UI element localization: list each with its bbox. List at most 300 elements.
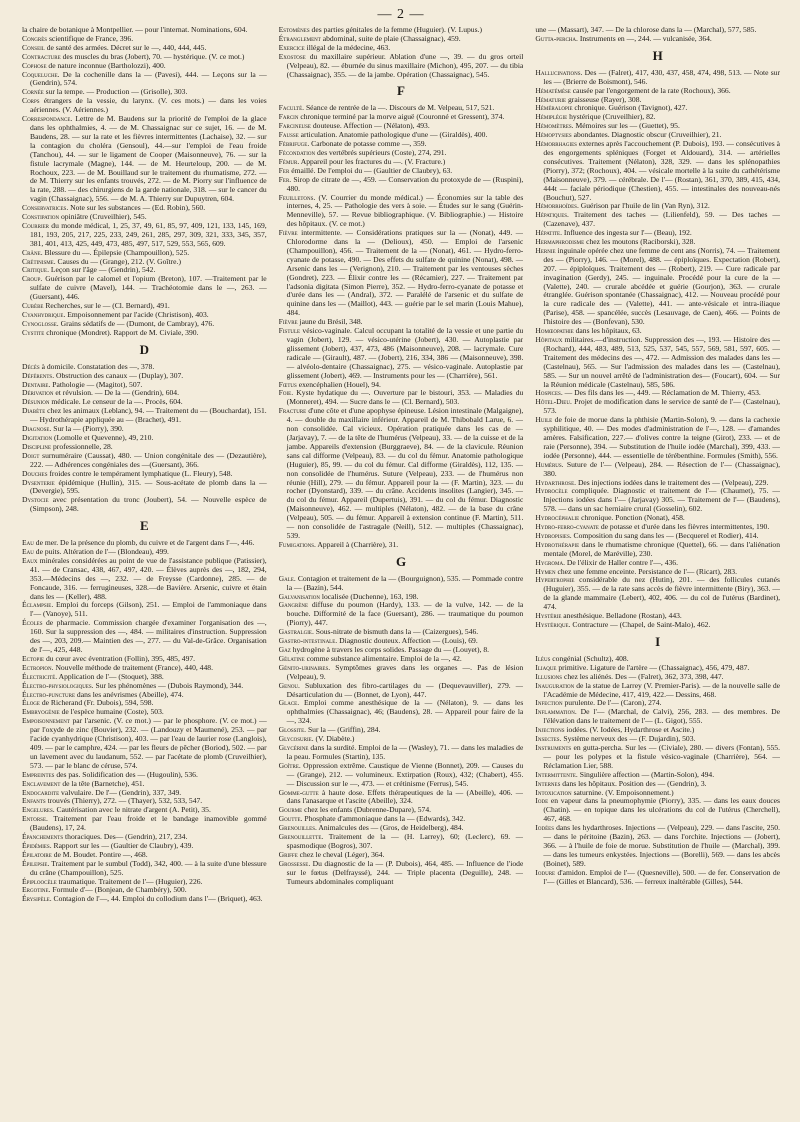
entry-headword: Iléus <box>535 653 551 663</box>
index-entry: Génito-urinaires. Symptômes graves dans les organes —. Pas de lésion (Velpeau), 9. <box>278 662 524 681</box>
entry-headword: Gale <box>278 573 294 583</box>
index-entry: Inflammation. De l'— (Marchal, de Calvi), 256, 283. — des membres. De l'élévation dans le traitement de l'— (L. Gigot), 555. <box>535 707 781 726</box>
section-letter: D <box>139 341 150 357</box>
index-entry: Fistule vésico-vaginale. Calcul occupant la totalité de la vessie et une partie du vagin (Jobert), 129. — vésico-utérine (Jobert), 430. — Autoplastie par glissement (Jobert), 437, 473, 486 (Maisonneuve), 208. — lacrymale. Cure radicale — (Girault), 487. — (Jobert), 216, 334, 386 — (Maisonneuve), 398. — alvéolo-dentaire (Chassaignac), 275. — vésico-vaginale. Autoplastie par glissement (Jobert), 469. — Instruments pour les — (Charrière), 561. <box>278 326 524 380</box>
entry-headword: Hémorrhagies <box>535 139 577 149</box>
index-entry: Internes dans les hôpitaux. Position des — (Gendrin), 3. <box>535 778 707 788</box>
index-entry: Exercice illégal de la médecine, 463. <box>278 42 391 52</box>
index-entry: Érysipèle. Contagion de l'—, 44. Emploi du collodium dans l'— (Briquet), 463. <box>22 894 263 904</box>
entry-headword: Griffe <box>278 849 298 859</box>
entry-headword: Grenouilles <box>278 823 315 833</box>
index-entry: Eau de puits. Altération de l'— (Blondeau), 499. <box>22 547 169 557</box>
index-entry: Hydro-ferro-cyanate de potasse et d'urée dans les fièvres intermittentes, 190. <box>535 522 770 532</box>
index-entry: Enfants trouvés (Thierry), 272. — (Thayer), 532, 533, 547. <box>22 796 203 806</box>
entry-headword: Épidémies <box>22 840 50 850</box>
index-entry: Goutte. Phosphate d'ammoniaque dans la — (Edwards), 342. <box>278 814 466 824</box>
entry-headword: Épanchements <box>22 832 64 842</box>
entry-headword: Hôpitaux <box>535 335 563 344</box>
index-entry: Hydropisies. Composition du sang dans les — (Becquerel et Rodier), 414. <box>535 530 759 540</box>
entry-headword: Iodure <box>535 867 556 877</box>
entry-headword: Correspondance <box>22 114 71 124</box>
entry-headword: Génito-urinaires <box>278 662 329 672</box>
index-entry: Crétinisme. Causes du — (Grange), 212. (V. Goître.) <box>22 256 181 266</box>
index-entry: Épanchements thoraciques. Des— (Gendrin), 217, 234. <box>22 832 188 842</box>
index-entry: Hospices. — Des fils dans les —, 449. — Réclamation de M. Thierry, 453. <box>535 388 761 398</box>
entry-headword: Cynoglosse <box>22 318 57 328</box>
index-entry: Fébrifuge. Carbonate de potasse comme —, 359. <box>278 139 427 149</box>
index-entry: Goître. Oppression extrême. Caustique de Vienne (Bonnet), 209. — Causes du — (Grange), 212. — volumineux. Extirpation (Roux), 432; (Chabert), 455. — Discussion sur le —, 473. — et crétinisme (Ferrus), 545. <box>278 760 524 788</box>
index-entry: Éclampsie. Emploi du forceps (Gilson), 251. — Emploi de l'ammoniaque dans l'— (Vanoye), 511. <box>22 600 267 619</box>
index-entry: Cyanhydrique. Empoisonnement par l'acide (Christison), 403. <box>22 310 209 319</box>
entry-headword: Eau <box>22 547 34 557</box>
index-entry: Déférents. Obstruction des canaux — (Duplay), 307. <box>22 370 184 380</box>
entry-headword: Eau <box>22 538 34 548</box>
entry-headword: Digitation <box>22 432 53 442</box>
entry-headword: Gastro-intestinale <box>278 636 336 646</box>
entry-headword: Étranglement <box>278 33 321 43</box>
entry-headword: Fistule <box>278 326 301 336</box>
entry-headword: Farcineuse <box>278 121 311 131</box>
entry-headword: Glace <box>278 698 298 708</box>
index-entry: Fracture d'une côte et d'une apophyse épineuse. Lésion intestinale (Malgaigne), 4. — double du maxillaire inférieur. Appareil de M. Thibobald Larue, 6. — non consolidée. Cal vicieux. Opération pratiquée dans les cas de — (Jarjavay), 7. — de la tête de l'humérus (Velpeau), 33. — de la cuisse et de la jambe. Appareils d'extension (Burggraeve), 84. — de la clavicule. Réunion sans cal difforme (Velpeau), 83. — du col du fémur. Anatomie pathologique (Huguier), 85, 99. — du col du fémur. Cal difforme (Giraldès), 112, 135. — non consolidée de l'humérus. Suture (Velpeau), 233. — de l'humérus non réunie (Hill), 279. — du fémur. Appareil pour la — (F. Martin), 323. — du rocher (Dyonstard), 339. — du crâne. Accidents insolites (Langier), 345. — du col du fémur. Appareil (Dupertuis), 391. — du col du fémur. Diagnostic (Maisonneuve), 462. — multiples (Nélaton), 482. — de la base du crâne (Velpeau), 505. — du fémur. Appareil à extension continue (F. Martin), 511. — non consolidée de l'astragale (Neill), 512. — multiples (Chassaignac), 539. <box>278 406 524 540</box>
index-entry: Hydrothérapie dans le rhumatisme chronique (Quettel), 66. — dans l'aliénation mentale (Morel, de Maréville), 230. <box>535 539 781 558</box>
entry-headword: Instruments <box>535 742 572 752</box>
index-entry: Glycérine dans la surdité. Emploi de la — (Wasley), 71. — dans les maladies de la peau. Formules (Startin), 135. <box>278 742 524 761</box>
index-entry: Grenouillette. Traitement de la — (H. Larrey), 60; (Leclerc), 69. — spasmodique (Bogros), 307. <box>278 832 524 850</box>
entry-headword: Gutta-percha <box>535 33 577 43</box>
entry-headword: Gaz <box>278 645 291 654</box>
index-entry: Diabète chez les animaux (Leblanc), 94. — Traitement du — (Bouchardat), 151. — Hydrothérapie appliquée au — (Brachet), 491. <box>22 406 267 425</box>
index-entry: Feuilletons. (V. Courrier du monde médical.) — Économies sur la table des internes, 4, 25. — Pathologie des vers à soie. — Études sur le sang (Guérin-Menneville), 57. — Revue bibliographique. (V. Bibliographie.) — Histoire des hôpitaux. (V. ce mot.) <box>278 192 524 229</box>
entry-headword: Empoisonnement <box>22 716 70 726</box>
index-entry: Hermaphrodisme chez les moutons (Raciborski), 328. <box>535 237 696 247</box>
entry-headword: Courrier <box>22 220 50 230</box>
entry-headword: Hallucinations <box>535 67 581 77</box>
entry-headword: Gangrène <box>278 600 309 610</box>
index-entry: Gourme chez les enfants (Dubrenne-Dupare), 574. <box>278 805 432 815</box>
index-entry: Genou. Subluxation des fibro-cartilages du — (Dequevauviller), 279. — Désarticulation du — (Bonnet, de Lyon), 447. <box>278 680 524 699</box>
index-entry: Cornée sur la tempe. — Production — (Grisolle), 303. <box>22 87 188 97</box>
entry-headword: Dysenterie <box>22 477 55 487</box>
index-entry: Hydrocèle compliquée. Diagnostic et traitement de l'— (Chaumet), 75. — Injections iodées dans l'— (Jarjavay) 305. — Traitement de l'— (Baudens), 578. — dans un sac herniaire crural (Gosselin), 602. <box>535 486 781 514</box>
entry-headword: Désunion <box>22 397 50 407</box>
entry-headword: Engelures <box>22 805 53 815</box>
index-entry: Hôpitaux militaires.—d'instruction. Suppression des —, 193. — Histoire des — (Rochard), 444, 483, 489, 513, 525, 537, 545, 557, 569, 581, 597, 605. — Traitement des médecins des —, 472. — Admission des malades dans les — (Castelnau), 565. — Sur l'admission des malades dans les — (Castelnau), 585. — Sur un nouvel arrêté de l'administration des— (Foucart), 604. — Sur la Réunion médicale (Castelnau), 585, 586. <box>535 335 781 389</box>
entry-headword: Internes <box>535 778 561 788</box>
index-entry: Embryogénie de l'espèce humaine (Coste), 503. <box>22 707 164 717</box>
index-entry: Hydarthrose. Des injections iodées dans le traitement des — (Velpeau), 229. <box>535 477 769 487</box>
index-entry: Épilepsie. Traitement par le sumbul (Todd), 342, 400. — à la suite d'une blessure du crâne (Champouillon), 525. <box>22 858 267 877</box>
index-entry: Étranglement abdominal, suite de plaie (Chassaignac), 459. <box>278 33 461 43</box>
entry-headword: Hémoptysies <box>535 130 572 140</box>
index-entry: Fumigations. Appareil à (Charrière), 31. <box>278 539 399 549</box>
entry-headword: Homœopathie <box>535 326 574 336</box>
index-entry: Conseil de santé des armées. Décret sur le —, 440, 444, 445. <box>22 42 207 52</box>
entry-headword: Inauguration <box>535 680 575 690</box>
index-entry: Gélatine comme substance alimentaire. Emploi de la —, 42. <box>278 653 462 663</box>
entry-headword: Crâne <box>22 247 41 257</box>
index-column-2 <box>279 26 524 1118</box>
entry-headword: Diagnose <box>22 424 50 434</box>
entry-headword: Hydropisies <box>535 530 570 540</box>
entry-headword: Iode <box>535 796 549 806</box>
entry-headword: Galvanisation <box>278 591 320 601</box>
index-entry: Gutta-percha. Instruments en —, 244. — vulcanisée, 364. <box>535 33 712 43</box>
entry-headword: Épiploocèle <box>22 876 57 886</box>
entry-headword: Exostose <box>278 51 306 61</box>
entry-headword: Ergotine <box>22 885 49 895</box>
entry-headword: Conservatrices <box>22 203 67 213</box>
index-entry: Hématurie graisseuse (Rayer), 308. <box>535 94 642 104</box>
entry-headword: Éloge <box>22 698 40 708</box>
index-entry: Coqueluche. De la cochenille dans la — (Pavesi), 444. — Leçons sur la — (Gendrin), 574. <box>22 69 267 88</box>
entry-headword: Épilatoire <box>22 849 52 859</box>
entry-headword: Fracture <box>278 406 307 416</box>
index-entry: Humérus. Suture de l'— (Velpeau), 284. — Résection de l'— (Chassaignac), 380. <box>535 459 781 478</box>
index-entry: Injections iodées. (V. Iodées, Hydarthrose et Ascite.) <box>535 725 695 735</box>
index-entry: Gangrène diffuse du poumon (Hardy), 133. — de la vulve, 142. — de la bouche. Difformité de la face (Guersant), 286. — traumatique du poumon (Piorry), 447. <box>278 600 524 628</box>
index-entry: Farcineuse douteuse. Affection — (Nélaton), 493. <box>278 121 430 131</box>
index-entry: Empreintes des pas. Solidification des — (Hugoulin), 536. <box>22 769 198 779</box>
index-entry: Homœopathie dans les hôpitaux, 63. <box>535 326 642 336</box>
entry-headword: Feuilletons <box>278 192 314 202</box>
entry-headword: Doigt <box>22 450 40 460</box>
entry-headword: Humérus <box>535 459 562 469</box>
entry-headword: Eaux <box>22 555 38 565</box>
entry-headword: Congrès <box>22 33 48 43</box>
index-entry: Hôtel-Dieu. Projet de modification dans le service de santé de l'— (Castelnau), 573. <box>535 397 781 416</box>
index-entry: Dérivation et révulsion. — De la — (Gendrin), 604. <box>22 388 179 398</box>
index-entry: Insectes. Système nerveux des — (F. Dujardin), 503. <box>535 734 696 744</box>
entry-headword: Écoles <box>22 618 43 628</box>
index-column-1 <box>22 26 267 1118</box>
index-entry: Écoles de pharmacie. Commission chargée d'examiner l'organisation des —, 160. Sur la suppression des —, 484. — militaires d'instruction. Suppression des —, 203, 209.— Maintien des —, 277. — du Val-de-Grâce. Organisation de l'—, 425, 448. <box>22 618 267 654</box>
index-entry: Hémiplégie hystérique (Cruveilhier), 82. <box>535 112 656 122</box>
entry-headword: Gastralgie <box>278 627 312 637</box>
index-entry: Conservatrices. Note sur les substances — (Ed. Robin), 560. <box>22 203 206 213</box>
index-entry: Iodées dans les hydarthroses. Injections — (Velpeau), 229. — dans l'ascite, 250. — dans le péritoine (Bazin), 263. — dans l'orchite. Injections — (Jobert), 366. — à l'huile de foie de morue. Substitution de l'huile — (Marchal), 399. — dans les tumeurs enkystées. Injections — (Borelli), 569. — dans les abcès (Boinet), 589. <box>535 823 781 868</box>
entry-headword: Dystocie <box>22 495 49 505</box>
index-entry: Hémorrhagies externes après l'accouchement (P. Dubois), 193. — consécutives à des engorgements spléniques (Forget et Aldouard), 314. — artérielles consécutives. Traitement (Nélaton), 328, 329. — dans les splénopathies (Piorry), 372; (Rochoux), 404. — vésicale mortelle à la suite du cathétérisme (Maisonneuve), 379. — cérébrale. De l'— (Rostan), 361, 370, 389, 415, 434, 444t — faciale périodique (Chestien), 455. — intestinales des nouveau-nés (Bouchut), 527. <box>535 139 781 202</box>
index-entry: Croup. Guérison par le calomel et l'opium (Breton), 107. —Traitement par le sulfate de cuivre (Mavel), 144. — Trachéotomie dans le —, 263. — (Guersant), 446. <box>22 274 267 302</box>
index-entry: Ectopie du cœur avec éventration (Follin), 395, 485, 497. <box>22 653 196 663</box>
index-entry: Enclavement de la tête (Barnetche), 451. <box>22 778 145 788</box>
index-entry: Foie. Kyste hydatique du —. Ouverture par le bistouri, 353. — Maladies du (Monneret), 494. — Sucre dans le — (Cl. Bernard), 503. <box>278 388 524 407</box>
index-entry: Épidémies. Rapport sur les — (Gaultier de Claubry), 439. <box>22 840 194 850</box>
index-entry: Crâne. Blessure du —. Épilepsie (Champouillon), 525. <box>22 247 190 257</box>
index-entry: Diagnose. Sur la — (Piorry), 390. <box>22 424 124 434</box>
index-entry: Intoxication saturnine. (V. Empoisonnement.) <box>535 787 674 797</box>
index-entry: Grenouilles. Animalcules des — (Gros, de Heidelberg), 484. <box>278 823 464 833</box>
entry-headword: Électro-puncture <box>22 689 76 699</box>
entry-headword: Entorse <box>22 814 46 824</box>
index-entry: Eaux minérales considérées au point de vue de l'assistance publique (Patissier), 41. — de Cransac, 438, 467, 497, 420. — Élèves auprès des —, 182, 294, 353.—Médecins des —, 232. — de Freysse (Cardonne), 285. — de Foncaude, 316. — ferrugineuses, 328.—de Bavière. Arsenic, cuivre et étain dans les — (Keller), 488. <box>22 555 267 601</box>
index-entry: Corps étrangers de la vessie, du larynx. (V. ces mots.) — dans les voies aériennes. (V. Aériennes.) <box>22 96 267 115</box>
index-entry: Huile de foie de morue dans la phthisie (Martin-Solon), 9. — dans la cachexie syphilitique, 40. — Des modes d'administration de l'—, 128. — d'amandes amères. Falsification, 227.— d'olives contre la teigne (Girot), 233. — et de raie (Personne), 394. — Substitution de l'huile iodée (Marchal), 399, 433. — iodée (Personne), 444. — essentielle de térébenthine. Formules (Smith), 556. <box>535 415 781 460</box>
entry-headword: Fièvre <box>278 317 298 327</box>
entry-headword: Érysipèle <box>22 894 50 904</box>
index-columns <box>22 26 780 1118</box>
entry-headword: Goutte <box>278 814 301 824</box>
index-entry: Épiploocèle traumatique. Traitement de l'— (Huguier), 226. <box>22 876 203 886</box>
index-entry: Glossite. Sur la — (Griffin), 284. <box>278 725 381 735</box>
index-entry: Iodure d'amidon. Emploi de l'— (Quesneville), 500. — de fer. Conservation de l'— (Gilles et Blancard), 536. — ferreux inaltérable (Gilles), 544. <box>535 867 781 886</box>
index-entry: Endocardite valvulaire. De l'— (Gendrin), 337, 349. <box>22 787 182 797</box>
index-entry: Fécondation des vertébrés supérieurs (Coste), 274, 291. <box>278 147 447 157</box>
entry-headword: Hermaphrodisme <box>535 237 585 247</box>
index-entry: Hygroma. De l'élixir de Haller contre l'—, 436. <box>535 557 678 567</box>
entry-headword: Estomènes <box>278 26 310 34</box>
entry-headword: Coqueluche <box>22 69 58 79</box>
index-entry: Digitation (Lomolle et Quevenne), 49, 210. <box>22 432 154 442</box>
entry-headword: Douches <box>22 468 48 478</box>
entry-headword: Iodées <box>535 823 554 833</box>
entry-headword: Discipline <box>22 441 52 451</box>
index-entry: Hématémèse causée par l'engorgement de la rate (Rochoux), 366. <box>535 85 731 95</box>
index-entry: Gastro-intestinale. Diagnostic douteux. Affection — (Louis), 69. <box>278 636 478 646</box>
index-entry: Décès à domicile. Constatation des —, 378. <box>22 361 155 371</box>
entry-headword: Gourme <box>278 805 303 815</box>
entry-headword: Endocardite <box>22 787 60 797</box>
index-entry: la chaire de botanique à Montpellier. — pour l'internat. Nominations, 604. <box>22 26 248 34</box>
section-letter: I <box>655 633 661 649</box>
entry-headword: Fécondation <box>278 147 316 157</box>
index-entry: Grossesse. Du diagnostic de la — (P. Dubois), 464, 485. — Influence de l'iode sur le fœtus (Delfrayssé), 244. — Triple placenta (Deguille), 248. — Tumeurs abdominales compliquant <box>278 858 524 886</box>
entry-headword: Dentaire <box>22 379 49 389</box>
entry-headword: Hépatiques <box>535 210 568 220</box>
index-entry: Gaz hydrogène à travers les corps solides. Passage du — (Louyet), 8. <box>278 645 490 654</box>
index-entry: Illusions chez les aliénés. Des — (Falret), 362, 373, 398, 447. <box>535 671 724 681</box>
entry-headword: Hygroma <box>535 557 564 567</box>
index-entry: Électricité. Application de l'— (Stoquet), 388. <box>22 671 164 681</box>
index-entry: Hypertrophie considérable du nez (Hutin), 201. — des follicules cutanés (Huguier), 355. — de la rate sans accès de fièvre intermittente (Biry), 363. — de la glande mammaire (Lebert), 402, 406. — du col de l'utérus (Bardinet), 474. <box>535 575 781 612</box>
index-entry: Hémomètres. Mémoires sur les — (Guettet), 95. <box>535 121 680 131</box>
entry-headword: Hémorrhoïdes <box>535 201 577 211</box>
entry-headword: Empreintes <box>22 769 55 779</box>
index-entry: Éloge de Richerand (Fr. Dubois), 594, 598. <box>22 698 154 708</box>
entry-headword: Hémomètres <box>535 121 572 131</box>
index-entry: Iléus congénial (Schultz), 408. <box>535 653 629 663</box>
index-entry: Fémur. Appareil pour les fractures du —. (V. Fracture.) <box>278 156 446 166</box>
entry-headword: Gélatine <box>278 653 305 663</box>
index-entry: Fièvre jaune du Brésil, 348. <box>278 317 363 327</box>
index-entry: Électro-physiologiques. Sur les phénomènes — (Dubois Raymond), 344. <box>22 680 244 690</box>
entry-headword: Dérivation <box>22 388 54 398</box>
entry-headword: Contracture <box>22 51 61 61</box>
index-entry: Hymen chez une femme enceinte. Persistance de l'— (Ricart), 283. <box>535 566 737 576</box>
entry-headword: Cystite <box>22 327 45 337</box>
index-entry: Empoisonnement par l'arsenic. (V. ce mot.) — par le phosphore. (V. ce mot.) — par l'oxyde de zinc (Bouvier), 232. — (Landouzy et Maumené), 253. — par l'acide cyanhydrique (Christison), 403. — par l'eau de laurier rose (Langlois), 409. — par le camphre, 424. — par les fleurs de pêcher (Boriod), 502. — par un lavement avec du laudanum, 552. — par l'acétate de plomb (Cruveilhier), 573. — par le blanc de céruse, 574. <box>22 716 267 770</box>
index-entry: Discipline professionnelle, 28. <box>22 441 113 451</box>
entry-headword: Injections <box>535 725 565 735</box>
entry-headword: Hymen <box>535 566 556 576</box>
entry-headword: Ectropion <box>22 662 52 672</box>
entry-headword: Électricité <box>22 671 56 681</box>
entry-headword: Hématurie <box>535 94 567 104</box>
index-entry: Hystérique. Contracture — (Chapel, de Saint-Malo), 462. <box>535 620 711 629</box>
index-entry: Glace. Emploi comme anesthésique de la — (Nélaton), 9. — dans les ophthalmies (Chassaignac), 46; (Baudens), 28. — Appareil pour faire de la —, 324. <box>278 698 524 726</box>
entry-headword: Déférents <box>22 370 53 380</box>
index-entry: Hépatite. Influence des ingesta sur l'— (Beau), 192. <box>535 228 692 238</box>
index-entry: Dentaire. Pathologie — (Magitot), 507. <box>22 379 143 389</box>
index-entry: Estomènes des parties génitales de la femme (Huguier). (V. Lupus.) <box>278 26 482 34</box>
index-entry: Cystite chronique (Mondret). Rapport de M. Civiale, 390. <box>22 327 199 337</box>
entry-headword: Crétinisme <box>22 256 54 266</box>
index-entry: Fœtus exencéphalien (Houel), 94. <box>278 379 381 389</box>
index-entry: Instruments en gutta-percha. Sur les — (Civiale), 280. — divers (Fontan), 555. — pour les polypes et la fistule vésico-vaginale (Charrière), 564. — Réclamation Lier, 588. <box>535 742 781 770</box>
entry-headword: Fausse <box>278 130 299 140</box>
entry-headword: Fièvre <box>278 228 298 238</box>
entry-headword: Hydrocéphalie <box>535 513 580 523</box>
entry-headword: Enfants <box>22 796 46 806</box>
entry-headword: Fer <box>278 165 290 175</box>
entry-headword: Insectes <box>535 734 560 744</box>
index-entry: Constipation opiniâtre (Cruveilhier), 545. <box>22 212 147 222</box>
section-letter: H <box>652 47 663 63</box>
entry-headword: Diabète <box>22 406 46 416</box>
index-entry: Congrès scientifique de France, 396. <box>22 33 134 43</box>
entry-headword: Hématémèse <box>535 85 571 95</box>
entry-headword: Glossite <box>278 725 305 735</box>
index-entry: Iode en vapeur dans la pneumophymie (Piorry), 335. — dans les eaux douces (Chatin). — en topique dans les ulcérations du col de l'utérus (Cherchell), 467, 468. <box>535 796 781 824</box>
entry-headword: Glycosurie <box>278 734 312 744</box>
index-entry: Infection purulente. De l'— (Caron), 274. <box>535 698 662 708</box>
index-entry: Critique. Leçon sur l'âge — (Gendrin), 542. <box>22 265 156 275</box>
entry-headword: Faculté <box>278 103 303 113</box>
index-entry: Hernie inguinale opérée chez une femme de cent ans (Norris), 74. — Traitement des — (Piorry), 146. — (Morel), 488. — épiploïques. Expectation (Robert), 207. — épiploïques. Traitement des — (Robert), 219. — Cure radicale par invagination (Gerdy), 245. — inguinale. Procédé pour la cure de la — (Valette), 240. — crurale abcédée et guérie (Gourjon), 363. — crurale étranglée. Guérison spontanée (Chassaignac), 412. — Nouveau procédé pour la cure radicale des — (Valette), 441. — ante-vésicale et intra-iliaque (Parise), 458. — spancélée, succès (Lesauvage, de Caen), 466. — Points de l'histoire des — (Bonfevan), 530. <box>535 245 781 327</box>
entry-headword: Intermittente <box>535 769 576 779</box>
entry-headword: Hospices <box>535 388 561 398</box>
index-entry: Farcin chronique terminé par la morve aiguë (Couronné et Gressent), 374. <box>278 112 505 122</box>
index-entry: Faculté. Séance de rentrée de la —. Discours de M. Velpeau, 517, 521. <box>278 103 495 113</box>
entry-headword: Fébrifuge <box>278 139 308 149</box>
index-entry: Griffe chez le cheval (Léger), 364. <box>278 849 385 859</box>
entry-headword: Hystérie <box>535 611 562 621</box>
entry-headword: Hémiplégie <box>535 112 568 122</box>
entry-headword: Fœtus <box>278 379 297 389</box>
index-entry: Désunion médicale. Le censeur de la —. Procès, 604. <box>22 397 183 407</box>
entry-headword: Inflammation <box>535 707 575 717</box>
index-entry: Gomme-gutte à haute dose. Effets thérapeutiques de la — (Abeille), 406. — dans l'anasarque et l'ascite (Abeille), 324. <box>278 787 524 806</box>
index-entry: une — (Massart), 347. — De la chlorose dans la — (Marchal), 577, 585. <box>535 26 757 34</box>
index-entry: Entorse. Traitement par l'eau froide et le bandage inamovible gommé (Baudens), 17, 24. <box>22 814 267 833</box>
index-entry: Épilatoire de M. Boudet. Pontire —, 468. <box>22 849 148 859</box>
entry-headword: Fumigations <box>278 539 315 549</box>
index-entry: Cophose de nature inconnue (Bartholozzi), 400. <box>22 60 166 70</box>
entry-headword: Glycérine <box>278 742 309 752</box>
index-entry: Inauguration de la statue de Larrey (V. Premier-Paris). — de la nouvelle salle de l'Académie de Médecine, 417, 419, 422.— Dessins, 468. <box>535 680 781 699</box>
index-entry: Engelures. Cautérisation avec le nitrate d'argent (A. Petit), 35. <box>22 805 211 815</box>
entry-headword: Infection <box>535 698 563 708</box>
entry-headword: Enclavement <box>22 778 61 788</box>
index-entry: Doigt surnuméraire (Caussat), 480. — Union congénitale des — (Dezautière), 222. — Adhérences congéniales des —(Guersant), 366. <box>22 450 267 469</box>
entry-headword: Hydrothérapie <box>535 539 580 549</box>
index-entry: Fer émaillé. De l'emploi du — (Gaultier de Claubry), 63. <box>278 165 453 175</box>
entry-headword: Croup <box>22 274 41 284</box>
entry-headword: Grossesse <box>278 858 309 868</box>
entry-headword: Hystérique <box>535 620 569 629</box>
index-entry: Ergotine. Formule d'— (Bonjean, de Chambéry), 500. <box>22 885 187 895</box>
index-entry: Eau de mer. De la présence du plomb, du cuivre et de l'argent dans l'—, 446. <box>22 538 255 548</box>
entry-headword: Hydarthrose <box>535 477 575 487</box>
entry-headword: Héméralopie <box>535 103 573 113</box>
section-letter: E <box>140 518 149 534</box>
entry-headword: Cubèbe <box>22 301 44 311</box>
index-entry: Hydrocéphalie chronique. Ponction (Nonat), 458. <box>535 513 685 523</box>
index-entry: Cubèbe Recherches, sur le — (Cl. Bernard), 491. <box>22 301 170 311</box>
entry-headword: Hydro-ferro-cyanate <box>535 522 599 532</box>
entry-headword: Fémur <box>278 156 298 166</box>
entry-headword: Hernie <box>535 245 556 255</box>
entry-headword: Genou <box>278 680 299 690</box>
section-letter: F <box>397 83 405 99</box>
entry-headword: Constipation <box>22 212 60 222</box>
entry-headword: Critique <box>22 265 48 275</box>
index-entry: Galvanisation localisée (Duchenne), 163, 198. <box>278 591 419 601</box>
index-entry: Fausse articulation. Anatomie pathologique d'une — (Giraldès), 400. <box>278 130 488 140</box>
index-entry: Dystocie avec présentation du tronc (Joubert), 54. — Nouvelle espèce de (Simpson), 248. <box>22 495 267 514</box>
section-letter: G <box>395 553 407 569</box>
index-entry: Contracture des muscles du bras (Jobert), 70. — hystérique. (V. ce mot.) <box>22 51 245 61</box>
index-entry: Exostose du maxillaire supérieur. Ablation d'une —, 39. — du gros orteil (Velpeau), 82. — éburnée du sinus maxillaire (Michon), 495, 207. — du tibia (Chassaignac), 355. — de la jambe. Opération (Chassaignac), 545. <box>278 51 524 79</box>
entry-headword: Embryogénie <box>22 707 60 717</box>
entry-headword: Ectopie <box>22 653 45 663</box>
entry-headword: Hydrocèle <box>535 486 568 496</box>
index-entry: Hystérie anesthésique. Belladone (Rostan), 443. <box>535 611 682 621</box>
entry-headword: Électro-physiologiques <box>22 680 92 690</box>
index-column-3 <box>535 26 780 1118</box>
entry-headword: Décès <box>22 361 40 371</box>
index-entry: Hallucinations. Des — (Falret), 417, 430, 437, 458, 474, 498, 513. — Note sur les — (Brierre de Boismont), 546. <box>535 67 781 86</box>
index-entry: Hémoptysies abondantes. Diagnostic obscur (Cruveilhier), 21. <box>535 130 722 140</box>
index-entry: Glycosurie. (V. Diabète.) <box>278 734 355 744</box>
entry-headword: Goître <box>278 760 299 770</box>
page-number: — 2 — <box>377 7 425 22</box>
index-entry: Iliaque primitive. Ligature de l'artère — (Chassaignac), 456, 479, 487. <box>535 662 750 672</box>
entry-headword: Grenouillette <box>278 832 322 842</box>
index-entry: Correspondance. Lettre de M. Baudens sur la priorité de l'emploi de la glace dans les ophthalmies, 4. — de M. Chassaignac sur ce sujet, 16. — de M. Baudens, 28. — sur la rate et les fièvres intermittentes (Lachaise), 32. — sur la contagion du choléra (Gensoul), 44.—sur l'emploi de l'eau froide (Tanchou), 44. — sur le ligament de Cooper (Maisonneuve), 76. — sur la fistule lacrymale (Magne), 144. — de M. Heurteloup, 200. — de M. Rochoux, 223. — de M. Bouillaud sur le traitement du rhumatisme, 272. — de M. Thierry sur les enfants trouvés, 272. — de M. Piorry sur l'influence de la rate, 288. — des chirurgiens de la garde nationale, 318. — sur le cancer du vagin (Chassaignac), 556. — de M. A. Thierry sur Dupuytren, 604. <box>22 114 267 204</box>
entry-headword: Iliaque <box>535 662 557 672</box>
entry-headword: Conseil <box>22 42 45 52</box>
index-entry: Fièvre intermittente. — Considérations pratiques sur la — (Nonat), 449. — Chlorodorme dans la — (Delioux), 450. — Emploi de l'arsenic (Champouillon), 456. — Traitement de la — (Nonat), 461. — Hydro-ferro-cyanate de potasse, 490. — Des effets du sulfate de quinine (Nonat), 498. — Arsenic dans les — (Verignon), 210. — Traitement par les ventouses sèches (Gondret), 223. — Élixir contre les — (Récamier), 227. — Traitement par l'adsonia digitata (Simon Pierre), 352. — Hydro-ferro-cyanate de potasse et d'urée dans les — (Andral), 372. — Paralélé de l'arsenic et du sulfate de quinine dans les — (Maillot), 443. — guérie par le sel marin (Louis Mahue), 484. <box>278 228 524 318</box>
entry-headword: Intoxication <box>535 787 572 797</box>
index-entry: Héméralopie chronique. Guérison (Tavignot), 427. <box>535 103 688 113</box>
entry-headword: Farcin <box>278 112 299 122</box>
entry-headword: Exercice <box>278 42 305 52</box>
index-entry: Cynoglosse. Grains sédatifs de — (Dumont, de Cambray), 476. <box>22 318 215 328</box>
index-entry: Hépatiques. Traitement des taches — (Lilienfeld), 59. — Des taches — (Cazenave), 437. <box>535 210 781 229</box>
index-entry: Hémorrhoïdes. Guérison par l'huile de lin (Van Ryn), 312. <box>535 201 710 211</box>
entry-headword: Cornée <box>22 87 44 97</box>
entry-headword: Hôtel-Dieu <box>535 397 570 407</box>
index-entry: Courrier du monde médical, 1, 25, 37, 49, 61, 85, 97, 409, 121, 133, 145, 169, 181, 193, 205, 217, 225, 233, 249, 261, 285, 297, 309, 321, 333, 345, 357, 381, 401, 413, 425, 449, 473, 485, 497, 517, 529, 553, 565, 609. <box>22 220 267 248</box>
entry-headword: Cophose <box>22 60 47 70</box>
entry-headword: Corps <box>22 96 40 106</box>
entry-headword: Éclampsie <box>22 600 52 610</box>
index-entry: Fer. Sirop de citrate de —, 459. — Conservation du protoxyde de — (Ruspini), 480. <box>278 174 524 193</box>
entry-headword: Huile <box>535 415 553 425</box>
entry-headword: Épilepsie <box>22 858 48 868</box>
index-entry: Dysenterie épidémique (Hullin), 315. — Sous-acétate de plomb dans la — (Devergie), 595. <box>22 477 267 496</box>
index-entry: Gale. Contagion et traitement de la — (Bourguignon), 535. — Pommade contre la — (Bazin), 544. <box>278 573 524 592</box>
index-entry: Ectropion. Nouvelle méthode de traitement (France), 440, 448. <box>22 662 213 672</box>
index-entry: Douches froides contre le tempérament lymphatique (L. Fleury), 548. <box>22 468 233 478</box>
entry-headword: Foie <box>278 388 292 398</box>
entry-headword: Hépatite <box>535 228 561 238</box>
entry-headword: Illusions <box>535 671 563 681</box>
entry-headword: Fer <box>278 174 290 184</box>
index-entry: Électro-puncture dans les anévrismes (Abeille), 474. <box>22 689 184 699</box>
